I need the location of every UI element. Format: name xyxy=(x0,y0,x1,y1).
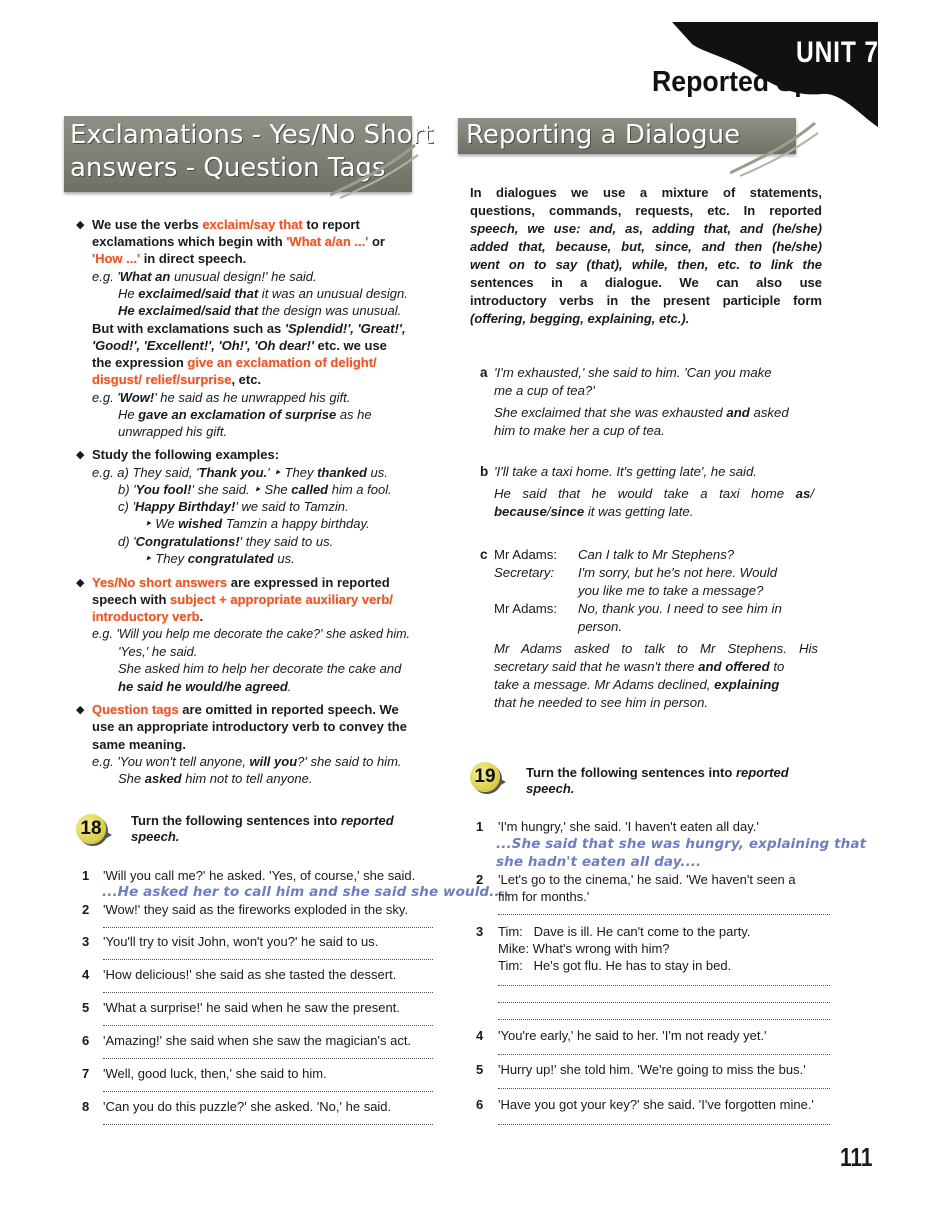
b2-example-a: e.g. a) They said, 'Thank you.' ‣ They thanked us. xyxy=(92,465,388,480)
b4-line3: same meaning. xyxy=(92,737,186,752)
ex18-answer-line xyxy=(103,927,433,928)
b1-line10: disgust/ relief/surprise, etc. xyxy=(92,372,262,387)
dialogue-a-line3: She exclaimed that she was exhausted and asked xyxy=(494,405,789,420)
b2-example-b: b) 'You fool!' she said. ‣ She called him a fool. xyxy=(118,482,392,497)
ex19-item5-number: 5 xyxy=(476,1062,484,1077)
dialogue-c-report3: take a message. Mr Adams declined, explaining xyxy=(494,677,780,692)
ex19-item6-number: 6 xyxy=(476,1097,484,1112)
b2-example-c: c) 'Happy Birthday!' we said to Tamzin. xyxy=(118,499,349,514)
ex18-item-number: 2 xyxy=(82,902,90,917)
ex18-instruction-line2: speech. xyxy=(131,829,180,844)
dialogue-a-line1: 'I'm exhausted,' she said to him. 'Can you make xyxy=(494,365,772,380)
dialogue-c-report4: that he needed to see him in person. xyxy=(494,695,709,710)
ex19-item6-answer-line xyxy=(498,1124,830,1125)
b2-head: Study the following examples: xyxy=(92,447,280,462)
b3-line5: 'Yes,' he said. xyxy=(118,644,198,659)
b4-line1: Question tags are omitted in reported speech. We xyxy=(92,702,399,717)
bullet-diamond-3: ◆ xyxy=(76,577,85,589)
dialogue-c-text2a: I'm sorry, but he's not here. Would xyxy=(578,565,778,580)
dialogue-c-text3b: person. xyxy=(578,619,622,634)
dialogue-c-text1: Can I talk to Mr Stephens? xyxy=(578,547,735,562)
b3-line6: She asked him to help her decorate the cake and xyxy=(118,661,402,676)
ex19-item1-answer-line2: she hadn't eaten all day.... xyxy=(496,854,702,870)
b1-line2: exclamations which begin with 'What a/an ...' or xyxy=(92,234,385,249)
intro-line4: added that, because, but, since, and then (he/she) xyxy=(470,239,822,254)
ex19-item3-line2: Mike: What's wrong with him? xyxy=(498,941,670,956)
b1-line4: e.g. 'What an unusual design!' he said. xyxy=(92,269,317,284)
dialogue-c-text3a: No, thank you. I need to see him in xyxy=(578,601,782,616)
b3-line1: Yes/No short answers are expressed in reported xyxy=(92,575,390,590)
dialogue-a-label: a xyxy=(480,365,488,380)
ex19-item2-answer-line xyxy=(498,914,830,915)
ex18-answer-line xyxy=(103,1124,433,1125)
ex18-answer-line xyxy=(103,992,433,993)
b4-line2: use an appropriate introductory verb to convey the xyxy=(92,719,407,734)
ex19-item2-line2: film for months.' xyxy=(498,889,590,904)
ex19-item3-answer-line2 xyxy=(498,1002,830,1003)
b3-line3: introductory verb. xyxy=(92,609,204,624)
ex18-answer-line xyxy=(103,959,433,960)
dialogue-b-label: b xyxy=(480,464,489,479)
b3-line7: he said he would/he agreed. xyxy=(118,679,292,694)
intro-line8: (offering, begging, explaining, etc.). xyxy=(470,311,690,326)
dialogue-c-speaker1: Mr Adams: xyxy=(494,547,558,562)
ex18-item-text: 'How delicious!' she said as she tasted the dessert. xyxy=(103,967,397,982)
ex19-instruction-line1: Turn the following sentences into reported xyxy=(526,765,789,780)
b2-example-c-report: ‣ We wished Tamzin a happy birthday. xyxy=(144,516,370,531)
right-banner-title: Reporting a Dialogue xyxy=(466,120,741,150)
ex18-instruction-line1: Turn the following sentences into reported xyxy=(131,813,394,828)
left-banner-swoosh xyxy=(330,140,420,200)
page-number: 111 xyxy=(840,1142,873,1172)
bullet-diamond-2: ◆ xyxy=(76,449,85,461)
ex19-instruction-line2: speech. xyxy=(526,781,575,796)
b1-line9: the expression give an exclamation of delight/ xyxy=(92,355,377,370)
intro-line2: questions, commands, requests, etc. In reported xyxy=(470,203,822,218)
ex18-answer-line xyxy=(103,1025,433,1026)
b2-example-d: d) 'Congratulations!' they said to us. xyxy=(118,534,334,549)
ex18-item-text: 'Well, good luck, then,' she said to him. xyxy=(103,1066,327,1081)
ex18-item-text: 'You'll try to visit John, won't you?' he said to us. xyxy=(103,934,379,949)
b1-line12: He gave an exclamation of surprise as he xyxy=(118,407,372,422)
ex18-number-badge: 18 xyxy=(76,814,106,844)
ex18-item-number: 6 xyxy=(82,1033,90,1048)
right-banner-swoosh xyxy=(730,118,820,178)
b4-line4: e.g. 'You won't tell anyone, will you?' she said to him. xyxy=(92,754,402,769)
unit-label: UNIT 7 xyxy=(796,36,879,69)
left-banner-line1: Exclamations - Yes/No Short xyxy=(70,120,434,150)
dialogue-c-report1: Mr Adams asked to talk to Mr Stephens. His xyxy=(494,641,818,656)
ex18-item-number: 4 xyxy=(82,967,90,982)
intro-line1: In dialogues we use a mixture of statements, xyxy=(470,185,822,200)
b2-example-d-report: ‣ They congratulated us. xyxy=(144,551,295,566)
ex19-item1-answer-line1: ...She said that she was hungry, explaining that xyxy=(496,836,867,852)
ex18-item-number: 7 xyxy=(82,1066,90,1081)
ex19-item5-answer-line xyxy=(498,1088,830,1089)
b1-line8: 'Good!', 'Excellent!', 'Oh!', 'Oh dear!' etc. we use xyxy=(92,338,387,353)
b1-line5: He exclaimed/said that it was an unusual design. xyxy=(118,286,408,301)
unit-title: Reported Speech xyxy=(652,66,872,98)
ex19-item3-number: 3 xyxy=(476,924,484,939)
dialogue-b-line1: 'I'll take a taxi home. It's getting late', he said. xyxy=(494,464,757,479)
ex18-item1-answer: ...He asked her to call him and she said she would.... xyxy=(102,884,511,900)
left-banner-line2: answers - Question Tags xyxy=(70,153,386,183)
dialogue-c-text2b: you like me to take a message? xyxy=(578,583,764,598)
ex19-item2-line1: 'Let's go to the cinema,' he said. 'We haven't seen a xyxy=(498,872,796,887)
dialogue-c-report2: secretary said that he wasn't there and offered to xyxy=(494,659,785,674)
ex19-item3-line1: Tim: Dave is ill. He can't come to the party. xyxy=(498,924,751,939)
ex18-item-text: 'Can you do this puzzle?' she asked. 'No,' he said. xyxy=(103,1099,392,1114)
ex19-item2-number: 2 xyxy=(476,872,484,887)
dialogue-b-line3: because/since it was getting late. xyxy=(494,504,694,519)
ex18-item-text: 'Will you call me?' he asked. 'Yes, of course,' she said. xyxy=(103,868,416,883)
ex19-item1-text: 'I'm hungry,' she said. 'I haven't eaten all day.' xyxy=(498,819,759,834)
ex18-item-text: 'What a surprise!' he said when he saw the present. xyxy=(103,1000,400,1015)
ex19-item4-number: 4 xyxy=(476,1028,484,1043)
ex19-item6-text: 'Have you got your key?' she said. 'I've forgotten mine.' xyxy=(498,1097,814,1112)
b4-line5: She asked him not to tell anyone. xyxy=(118,771,313,786)
ex18-item-number: 8 xyxy=(82,1099,90,1114)
bullet-diamond-4: ◆ xyxy=(76,704,85,716)
ex19-item3-line3: Tim: He's got flu. He has to stay in bed. xyxy=(498,958,732,973)
intro-line5: went on to say (that), while, then, etc. to link the xyxy=(470,257,822,272)
b3-line2: speech with subject + appropriate auxiliary verb/ xyxy=(92,592,393,607)
ex18-item-text: 'Amazing!' she said when she saw the magician's act. xyxy=(103,1033,412,1048)
intro-line6: sentences in a dialogue. We can also use xyxy=(470,275,822,290)
intro-line3: speech, we use: and, as, adding that, and (he/she) xyxy=(470,221,822,236)
dialogue-a-line2: me a cup of tea?' xyxy=(494,383,595,398)
ex18-item-number: 5 xyxy=(82,1000,90,1015)
ex19-item1-number: 1 xyxy=(476,819,484,834)
ex19-item5-text: 'Hurry up!' she told him. 'We're going to miss the bus.' xyxy=(498,1062,806,1077)
ex18-item-number: 1 xyxy=(82,868,90,883)
b1-line6: He exclaimed/said that the design was unusual. xyxy=(118,303,402,318)
dialogue-b-line2: He said that he would take a taxi home as/ xyxy=(494,486,814,501)
b1-line11: e.g. 'Wow!' he said as he unwrapped his gift. xyxy=(92,390,351,405)
ex18-answer-line xyxy=(103,1058,433,1059)
ex18-answer-line xyxy=(103,1091,433,1092)
ex19-item3-answer-line3 xyxy=(498,1019,830,1020)
ex19-item4-answer-line xyxy=(498,1054,830,1055)
ex18-item-number: 3 xyxy=(82,934,90,949)
dialogue-c-speaker2: Secretary: xyxy=(494,565,555,580)
intro-line7: introductory verbs in the present participle form xyxy=(470,293,822,308)
b1-line3: 'How ...' in direct speech. xyxy=(92,251,247,266)
ex19-item4-text: 'You're early,' he said to her. 'I'm not ready yet.' xyxy=(498,1028,767,1043)
dialogue-a-line4: him to make her a cup of tea. xyxy=(494,423,665,438)
b1-line13: unwrapped his gift. xyxy=(118,424,228,439)
dialogue-c-label: c xyxy=(480,547,488,562)
b1-line7: But with exclamations such as 'Splendid!', 'Great!', xyxy=(92,321,406,336)
b3-line4: e.g. 'Will you help me decorate the cake?' she asked him. xyxy=(92,627,411,641)
dialogue-c-speaker3: Mr Adams: xyxy=(494,601,558,616)
ex19-item3-answer-line1 xyxy=(498,985,830,986)
bullet-diamond-1: ◆ xyxy=(76,219,85,231)
ex18-item-text: 'Wow!' they said as the fireworks exploded in the sky. xyxy=(103,902,409,917)
b1-line1: We use the verbs exclaim/say that to report xyxy=(92,217,360,232)
ex19-number-badge: 19 xyxy=(470,762,500,792)
